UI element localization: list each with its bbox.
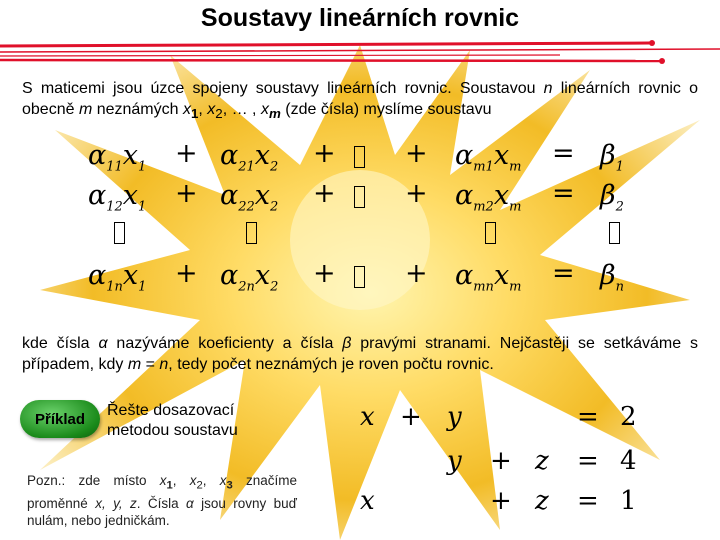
plus-sign: +	[405, 178, 428, 209]
equals-sign: =	[552, 138, 575, 169]
missing-glyph-box	[114, 222, 125, 244]
rhs-bn: $\beta_n$	[600, 260, 624, 295]
term-a22x2: $\alpha_{22}x_2$	[220, 180, 279, 215]
plus-sign: +	[313, 178, 336, 209]
term-am1xm: $\alpha_{m1}x_m$	[455, 140, 522, 175]
term-a1nx1: $\alpha_{1n}x_1$	[88, 260, 147, 295]
rhs-b2: $\beta_2$	[600, 180, 624, 215]
missing-glyph-box	[354, 186, 365, 208]
term-a21x2: $\alpha_{21}x_2$	[220, 140, 279, 175]
plus-sign: +	[175, 178, 198, 209]
rhs-b1: $\beta_1$	[600, 140, 624, 175]
note-paragraph: Pozn.: zde místo $x_1$, $x_2$, $x_3$ značíme proměnné x, y, z. Čísla α jsou rovny buď nulám, nebo jedničkám.	[27, 473, 297, 528]
plus-sign: +	[313, 258, 336, 289]
plus-sign: +	[405, 138, 428, 169]
plus-sign: +	[175, 258, 198, 289]
example-button[interactable]: Příklad	[20, 400, 100, 438]
missing-glyph-box	[354, 146, 365, 168]
plus-sign: +	[405, 258, 428, 289]
missing-glyph-box	[485, 222, 496, 244]
page-title: Soustavy lineárních rovnic	[200, 4, 520, 32]
equals-sign: =	[552, 258, 575, 289]
equals-sign: =	[552, 178, 575, 209]
example-instruction: Řešte dosazovací metodou soustavu	[107, 402, 238, 439]
example-system: x + y = 2 y + z = 4 x + z = 1	[360, 402, 637, 516]
missing-glyph-box	[246, 222, 257, 244]
term-am2xm: $\alpha_{m2}x_m$	[455, 180, 522, 215]
term-a11x1: $\alpha_{11}x_1$	[88, 140, 147, 175]
intro-paragraph: S maticemi jsou úzce spojeny soustavy lineárních rovnic. Soustavou n lineárních rovnic o obecně m neznámých $x_1$, $x_2$, … , $x_m$ (zde čísla) myslíme soustavu	[22, 80, 698, 122]
missing-glyph-box	[609, 222, 620, 244]
plus-sign: +	[175, 138, 198, 169]
term-amnxm: $\alpha_{mn}x_m$	[455, 260, 522, 295]
missing-glyph-box	[354, 266, 365, 288]
coefficients-paragraph: kde čísla α nazýváme koeficienty a čísla β pravými stranami. Nejčastěji se setkáváme s případem, kdy m = n, tedy počet neznámých je roven počtu rovnic.	[22, 335, 698, 373]
term-a2nx2: $\alpha_{2n}x_2$	[220, 260, 279, 295]
decorative-red-lines	[0, 32, 720, 66]
term-a12x1: $\alpha_{12}x_1$	[88, 180, 147, 215]
plus-sign: +	[313, 138, 336, 169]
general-linear-system	[70, 132, 670, 312]
